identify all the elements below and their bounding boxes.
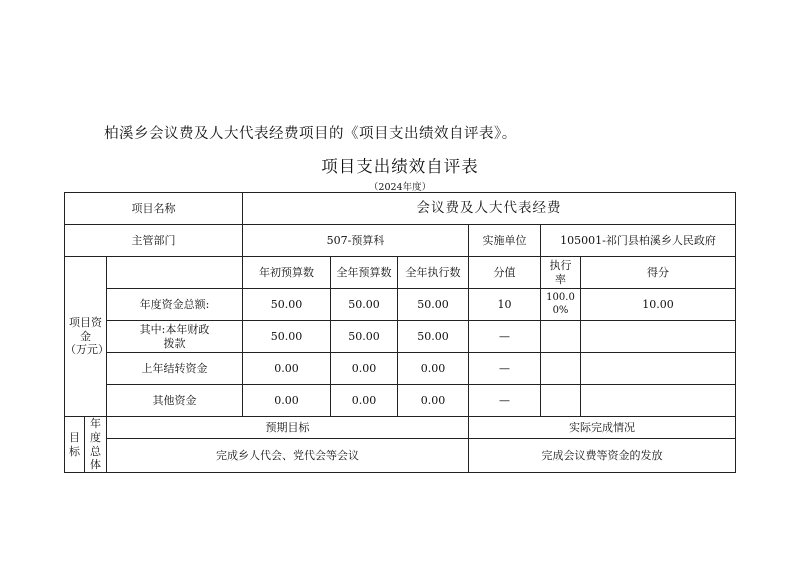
- fund-annual: 50.00: [331, 289, 398, 321]
- header-execution-rate-line2: 率: [555, 272, 566, 286]
- fund-score-value: 10: [469, 289, 541, 321]
- fund-annual: 50.00: [331, 321, 398, 353]
- fund-row-label: 其他资金: [107, 385, 243, 417]
- actual-completion-header: 实际完成情况: [469, 417, 736, 439]
- annual-overall-char2: 度: [90, 430, 101, 444]
- annual-overall-char4: 体: [90, 458, 101, 472]
- row-goal-headers: [65, 417, 736, 439]
- intro-text: 柏溪乡会议费及人大代表经费项目的《项目支出绩效自评表》。: [104, 126, 517, 142]
- fund-row-other: [65, 385, 736, 417]
- actual-completion-value: 完成会议费等资金的发放: [469, 439, 736, 473]
- fund-initial: 50.00: [243, 321, 331, 353]
- project-funds-label-line2: （万元）: [65, 343, 109, 357]
- goals-label-char1: 目: [69, 430, 80, 444]
- implementing-unit-label: 实施单位: [469, 225, 541, 257]
- fund-score-value: —: [469, 353, 541, 385]
- header-execution-rate: [541, 257, 581, 289]
- fund-row-carryover: [65, 353, 736, 385]
- fund-row-label: 上年结转资金: [107, 353, 243, 385]
- header-score: 得分: [581, 257, 736, 289]
- fund-initial: 0.00: [243, 353, 331, 385]
- fund-execution-rate: [541, 385, 581, 417]
- fund-execution-rate: [541, 289, 581, 321]
- project-name-value: 会议费及人大代表经费: [243, 193, 736, 225]
- implementing-unit-value: 105001-祁门县柏溪乡人民政府: [541, 225, 736, 257]
- fund-row-label-line1: 其中:本年财政: [139, 322, 210, 336]
- row-department: [65, 225, 736, 257]
- header-execution-rate-line1: 执行: [549, 258, 572, 272]
- fund-executed: 0.00: [398, 353, 469, 385]
- project-funds-label-line1: 项目资金: [69, 315, 102, 343]
- fund-execution-rate-line1: 100.0: [546, 292, 575, 303]
- goals-label-char2: 标: [69, 444, 80, 458]
- document-title: 项目支出绩效自评表: [321, 157, 479, 176]
- goals-label: [65, 417, 85, 473]
- fund-execution-rate: [541, 321, 581, 353]
- blank-header-cell: [107, 257, 243, 289]
- fund-score-value: —: [469, 385, 541, 417]
- fund-initial: 0.00: [243, 385, 331, 417]
- annual-overall-char1: 年: [90, 417, 101, 430]
- fund-annual: 0.00: [331, 353, 398, 385]
- project-funds-label: [65, 257, 107, 417]
- fund-annual: 0.00: [331, 385, 398, 417]
- fund-score: [581, 321, 736, 353]
- department-label: 主管部门: [65, 225, 243, 257]
- fund-executed: 0.00: [398, 385, 469, 417]
- annual-overall-label: [85, 417, 107, 473]
- header-executed: 全年执行数: [398, 257, 469, 289]
- fund-row-label: 年度资金总额:: [107, 289, 243, 321]
- header-score-value: 分值: [469, 257, 541, 289]
- fund-score: [581, 353, 736, 385]
- annual-overall-char3: 总: [90, 444, 101, 458]
- fund-initial: 50.00: [243, 289, 331, 321]
- fund-execution-rate-line2: 0%: [552, 304, 569, 316]
- fund-execution-rate: [541, 353, 581, 385]
- report-year: （2024年度）: [368, 182, 432, 193]
- fund-row-label-line2: 拨款: [163, 336, 186, 350]
- expected-goal-value: 完成乡人代会、党代会等会议: [107, 439, 469, 473]
- self-evaluation-table: [64, 192, 736, 473]
- fund-row-total: [65, 289, 736, 321]
- expected-goal-header: 预期目标: [107, 417, 469, 439]
- fund-score: 10.00: [581, 289, 736, 321]
- fund-score: [581, 385, 736, 417]
- fund-executed: 50.00: [398, 289, 469, 321]
- row-fund-headers: [65, 257, 736, 289]
- project-name-label: 项目名称: [65, 193, 243, 225]
- fund-row-label: [107, 321, 243, 353]
- row-project-name: [65, 193, 736, 225]
- fund-row-fiscal: [65, 321, 736, 353]
- header-annual-budget: 全年预算数: [331, 257, 398, 289]
- row-goal-values: [65, 439, 736, 473]
- department-value: 507-预算科: [243, 225, 469, 257]
- fund-executed: 50.00: [398, 321, 469, 353]
- header-initial-budget: 年初预算数: [243, 257, 331, 289]
- fund-score-value: —: [469, 321, 541, 353]
